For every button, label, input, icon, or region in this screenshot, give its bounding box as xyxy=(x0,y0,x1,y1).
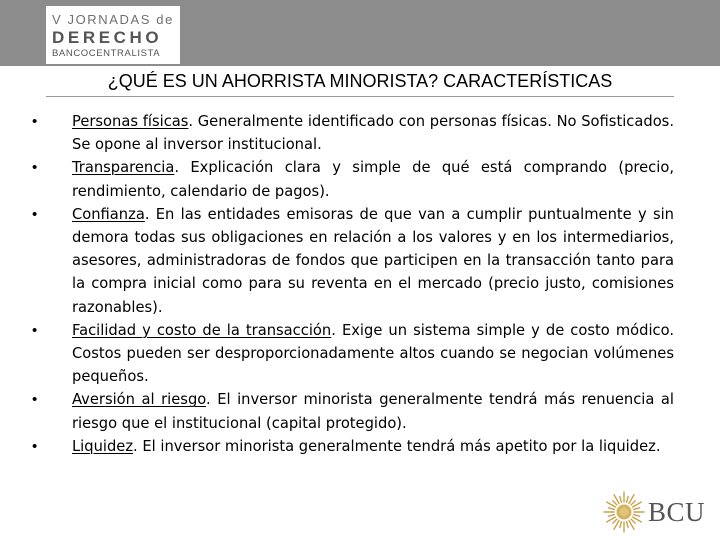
bullet-icon: • xyxy=(32,159,38,177)
list-item-term: Personas físicas xyxy=(72,113,189,130)
list-item xyxy=(32,110,674,156)
list-item-term: Liquidez xyxy=(72,437,134,455)
event-logo-line3: BANCOCENTRALISTA xyxy=(52,48,161,59)
list-item xyxy=(32,203,674,319)
bullet-icon: • xyxy=(32,205,38,223)
list-item-text: . Explicación clara y simple de qué está comprando (precio, rendimiento, calendario de pagos). xyxy=(72,159,674,200)
header-banner xyxy=(0,0,720,66)
bullet-icon: • xyxy=(32,391,38,409)
list-item xyxy=(32,156,674,202)
page-title: ¿QUÉ ES UN AHORRISTA MINORISTA? CARACTERÍSTICAS xyxy=(107,71,613,91)
list-item xyxy=(32,319,674,389)
event-logo xyxy=(46,6,180,64)
event-logo-line1: V JORNADAS de xyxy=(52,12,174,27)
bullet-icon: • xyxy=(32,321,38,339)
event-logo-line2: DERECHO xyxy=(52,28,163,47)
list-item-text: . Exige un sistema simple y de costo módico. Costos pueden ser desproporcionadamente altos cuando se negocian volúmenes pequeños. xyxy=(72,321,674,386)
list-item-text: . El inversor minorista generalmente tendrá más apetito por la liquidez. xyxy=(133,437,661,455)
list-item-term: Transparencia xyxy=(72,159,175,177)
bcu-logo xyxy=(602,488,714,536)
list-item-text: . Generalmente identificado con personas físicas. No Sofisticados. Se opone al inversor institucional. xyxy=(72,113,674,154)
list-item-term: Facilidad y costo de la transacción xyxy=(72,321,332,339)
list-item-term: Confianza xyxy=(72,205,145,223)
list-item xyxy=(32,435,674,458)
list-item-text: . El inversor minorista generalmente tendrá más renuencia al riesgo que el institucional (capital protegido). xyxy=(72,391,674,432)
bcu-logo-text: BCU xyxy=(648,497,706,527)
sun-emblem-icon xyxy=(602,490,646,534)
bullet-icon: • xyxy=(32,437,38,455)
bullet-icon: • xyxy=(32,113,38,130)
list-item xyxy=(32,388,674,434)
title-divider xyxy=(46,96,674,97)
characteristics-list xyxy=(32,110,674,458)
list-item-term: Aversión al riesgo xyxy=(72,391,206,409)
list-item-text: . En las entidades emisoras de que van a cumplir puntualmente y sin demora todas sus obligaciones en relación a los valores y en los intermediarios, asesores, administradoras de fondos que participen en la transacción tanto para la compra inicial como para su reventa en el mercado (precio justo, comisiones razonables). xyxy=(72,205,674,316)
